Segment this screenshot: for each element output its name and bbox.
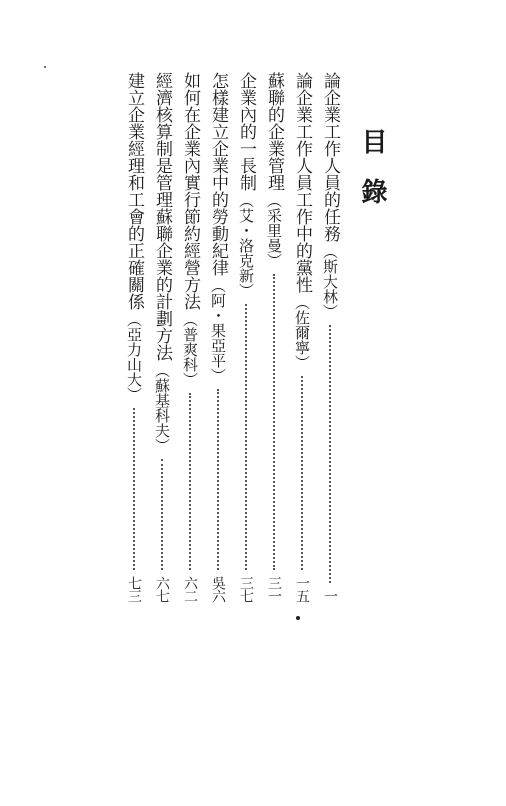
- dot-leader: [189, 393, 191, 570]
- dot-leader: [245, 304, 247, 570]
- entry-page-number: 七三: [126, 576, 142, 602]
- entry-page-number: 一: [322, 589, 338, 602]
- dot-leader: [301, 376, 303, 570]
- entry-page-number: 三七: [238, 576, 254, 602]
- toc-entry-7[interactable]: [150, 72, 174, 602]
- dot-leader: [273, 274, 275, 570]
- entry-title: 經濟核算制是管理蘇聯企業的計劃方法: [152, 72, 172, 361]
- entry-page-number: 吳六: [210, 576, 226, 602]
- entry-author: （蘇基科夫）: [153, 363, 171, 453]
- entry-author: （艾・洛克新）: [237, 193, 255, 298]
- entry-author: （亞力山大）: [125, 312, 143, 402]
- entry-title: 論企業工作人員工作中的黨性: [292, 72, 312, 293]
- margin-speck: [44, 66, 46, 68]
- toc-entry-4[interactable]: [234, 72, 258, 602]
- dot-leader: [217, 389, 219, 570]
- entry-title: 怎樣建立企業中的勞動紀律: [208, 72, 228, 276]
- toc-entry-8[interactable]: [122, 72, 146, 602]
- entry-title: 論企業工作人員的任務: [320, 72, 340, 242]
- entry-author: （佐爾寧）: [293, 295, 311, 370]
- toc-entry-1[interactable]: [318, 72, 342, 602]
- toc-entry-6[interactable]: [178, 72, 202, 602]
- entry-title: 建立企業經理和工會的正確關係: [124, 72, 144, 310]
- toc-entry-3[interactable]: [262, 72, 286, 602]
- entry-title: 如何在企業內實行節約經營方法: [180, 72, 200, 310]
- toc-heading: 目錄: [357, 128, 387, 228]
- entry-author: （普爽科）: [181, 312, 199, 387]
- entry-page-number: 三一: [266, 576, 282, 602]
- entry-title: 蘇聯的企業管理: [264, 72, 284, 191]
- entry-author: （采里曼）: [265, 193, 283, 268]
- entry-page-number: 六七: [154, 576, 170, 602]
- toc-entry-5[interactable]: [206, 72, 230, 602]
- dot-leader: [161, 459, 163, 570]
- entry-author: （斯大林）: [321, 244, 339, 319]
- entry-title: 企業內的一長制: [236, 72, 256, 191]
- dot-leader: [133, 408, 135, 570]
- toc-entry-2[interactable]: [290, 72, 314, 602]
- ink-speck: [296, 616, 300, 620]
- entry-author: （阿・果亞平）: [209, 278, 227, 383]
- entry-page-number: 六二: [182, 576, 198, 602]
- entry-page-number: 一五: [294, 576, 310, 602]
- dot-leader: [329, 325, 331, 583]
